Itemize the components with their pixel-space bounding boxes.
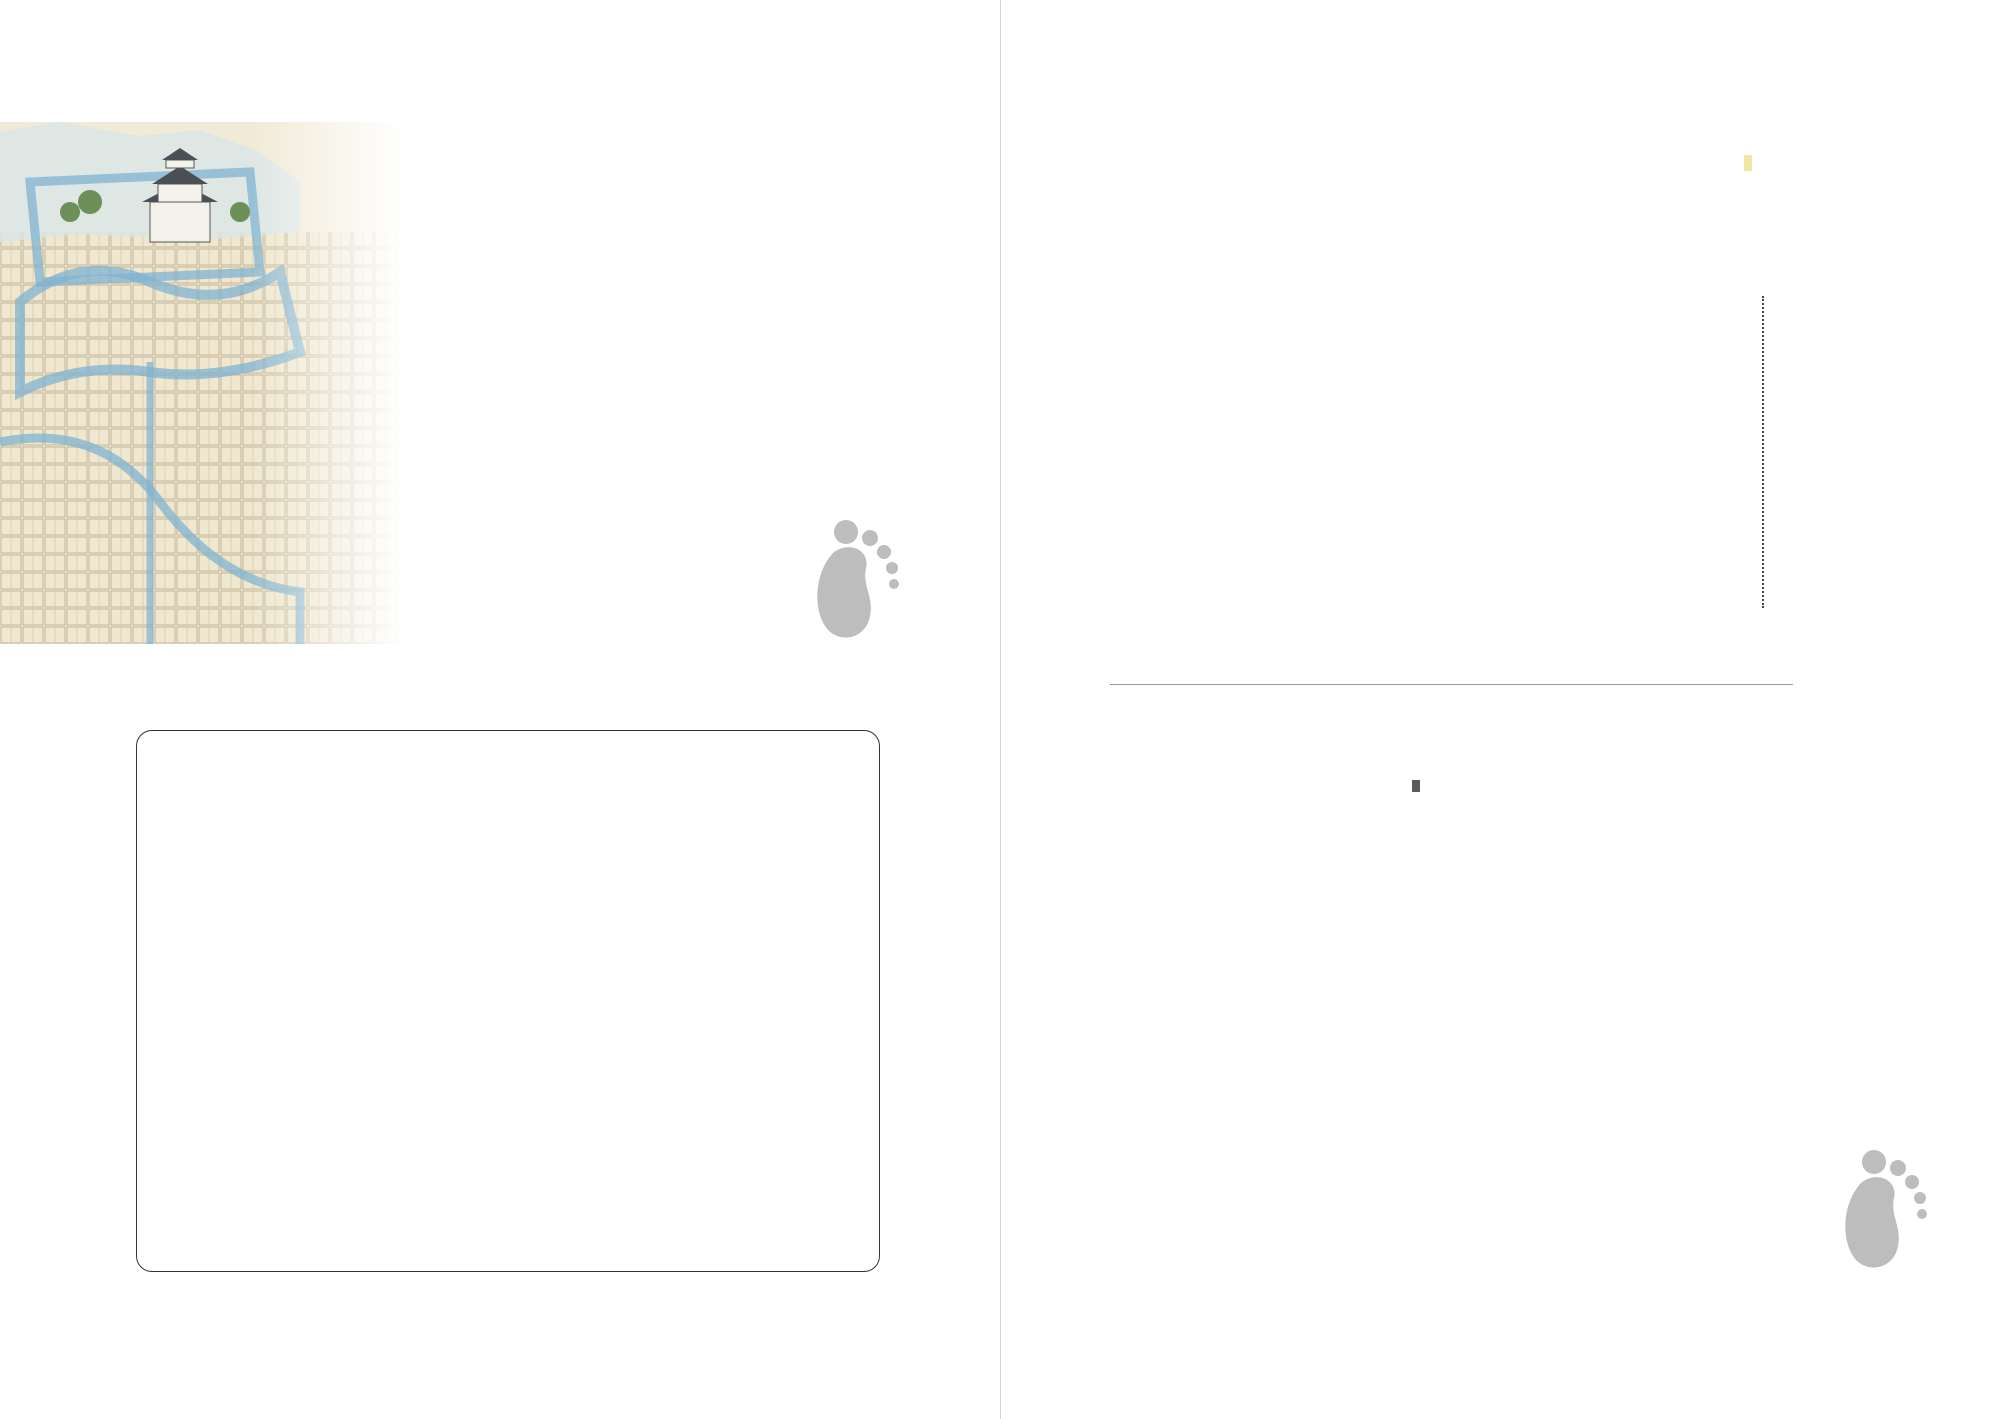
book-gutter: [1000, 0, 1001, 1419]
legend-notes-box: [136, 730, 880, 1272]
section-divider: [1110, 684, 1793, 685]
castle-town-map-badge[interactable]: [1744, 155, 1752, 171]
footprint-icon: [804, 512, 914, 642]
edo-map-illustration: [0, 122, 405, 644]
leader-dots: [1762, 296, 1764, 608]
detour-badge[interactable]: [1412, 780, 1420, 792]
footprint-icon: [1832, 1142, 1942, 1272]
